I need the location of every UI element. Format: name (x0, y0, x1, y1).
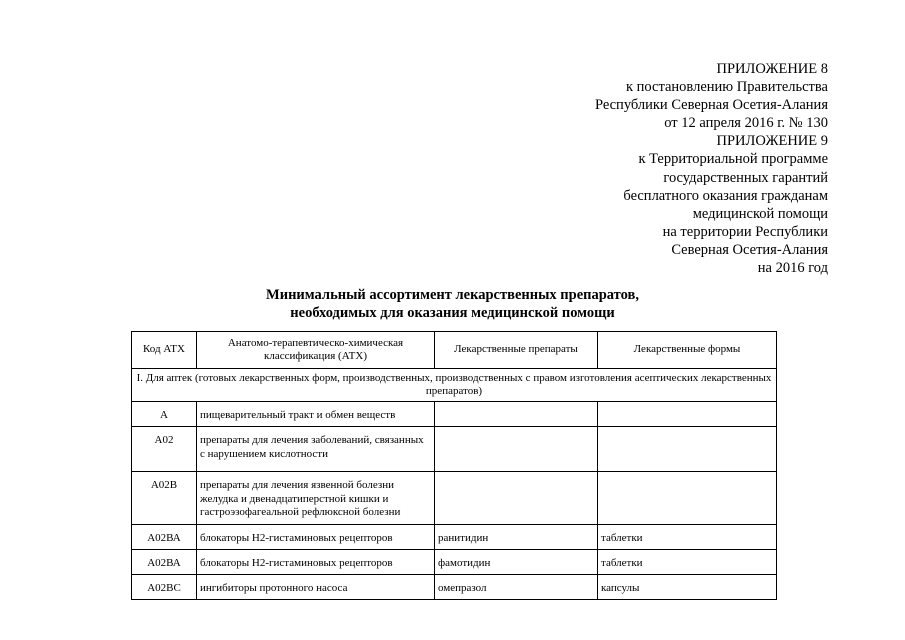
document-title (0, 286, 905, 322)
cell-classification: пищеварительный тракт и обмен веществ (197, 402, 435, 427)
cell-drug: фамотидин (435, 550, 598, 575)
title-line-2: необходимых для оказания медицинской помощи (290, 305, 615, 321)
cell-code: А (132, 402, 197, 427)
cell-drug: омепразол (435, 575, 598, 600)
header-line: на территории Республики (662, 223, 828, 240)
cell-form: таблетки (598, 550, 777, 575)
header-classification: Анатомо-терапевтическо-химическая классификация (АТХ) (197, 332, 435, 369)
header-code: Код АТХ (132, 332, 197, 369)
header-drugs: Лекарственные препараты (435, 332, 598, 369)
header-line: медицинской помощи (692, 205, 828, 222)
cell-form (598, 402, 777, 427)
cell-drug: ранитидин (435, 525, 598, 550)
header-line: от 12 апреля 2016 г. № 130 (664, 115, 828, 132)
cell-drug (435, 402, 598, 427)
header-line: Северная Осетия-Алания (671, 241, 828, 258)
table-row (132, 402, 777, 427)
cell-classification: ингибиторы протонного насоса (197, 575, 435, 600)
section-title: I. Для аптек (готовых лекарственных форм, производственных, производственных с правом изготовления асептических лекарственных препаратов) (132, 369, 777, 402)
cell-form: таблетки (598, 525, 777, 550)
table-row (132, 575, 777, 600)
header-line: ПРИЛОЖЕНИЕ 9 (716, 133, 828, 150)
cell-code: А02В (132, 472, 197, 525)
title-line-1: Минимальный ассортимент лекарственных препаратов, (266, 287, 639, 303)
cell-code: А02ВА (132, 550, 197, 575)
table-row (132, 427, 777, 472)
cell-form: капсулы (598, 575, 777, 600)
header-line: на 2016 год (757, 260, 828, 277)
section-row (132, 369, 777, 402)
cell-code: А02 (132, 427, 197, 472)
cell-classification: блокаторы Н2-гистаминовых рецепторов (197, 525, 435, 550)
header-line: к постановлению Правительства (626, 79, 828, 96)
table-row (132, 472, 777, 525)
table-row (132, 525, 777, 550)
table-header-row (132, 332, 777, 369)
cell-code: А02ВС (132, 575, 197, 600)
cell-drug (435, 472, 598, 525)
appendix-header (595, 60, 828, 277)
medication-table (131, 331, 777, 600)
cell-form (598, 472, 777, 525)
header-line: ПРИЛОЖЕНИЕ 8 (716, 61, 828, 77)
header-line: бесплатного оказания гражданам (623, 187, 828, 204)
header-line: государственных гарантий (663, 169, 828, 186)
cell-classification: блокаторы Н2-гистаминовых рецепторов (197, 550, 435, 575)
cell-classification: препараты для лечения заболеваний, связанных с нарушением кислотности (197, 427, 435, 472)
table-row (132, 550, 777, 575)
header-line: Республики Северная Осетия-Алания (594, 97, 828, 114)
header-forms: Лекарственные формы (598, 332, 777, 369)
cell-drug (435, 427, 598, 472)
cell-classification: препараты для лечения язвенной болезни желудка и двенадцатиперстной кишки и гастроэзофагеальной рефлюксной болезни (197, 472, 435, 525)
header-line: к Территориальной программе (638, 151, 828, 168)
cell-form (598, 427, 777, 472)
cell-code: А02ВА (132, 525, 197, 550)
